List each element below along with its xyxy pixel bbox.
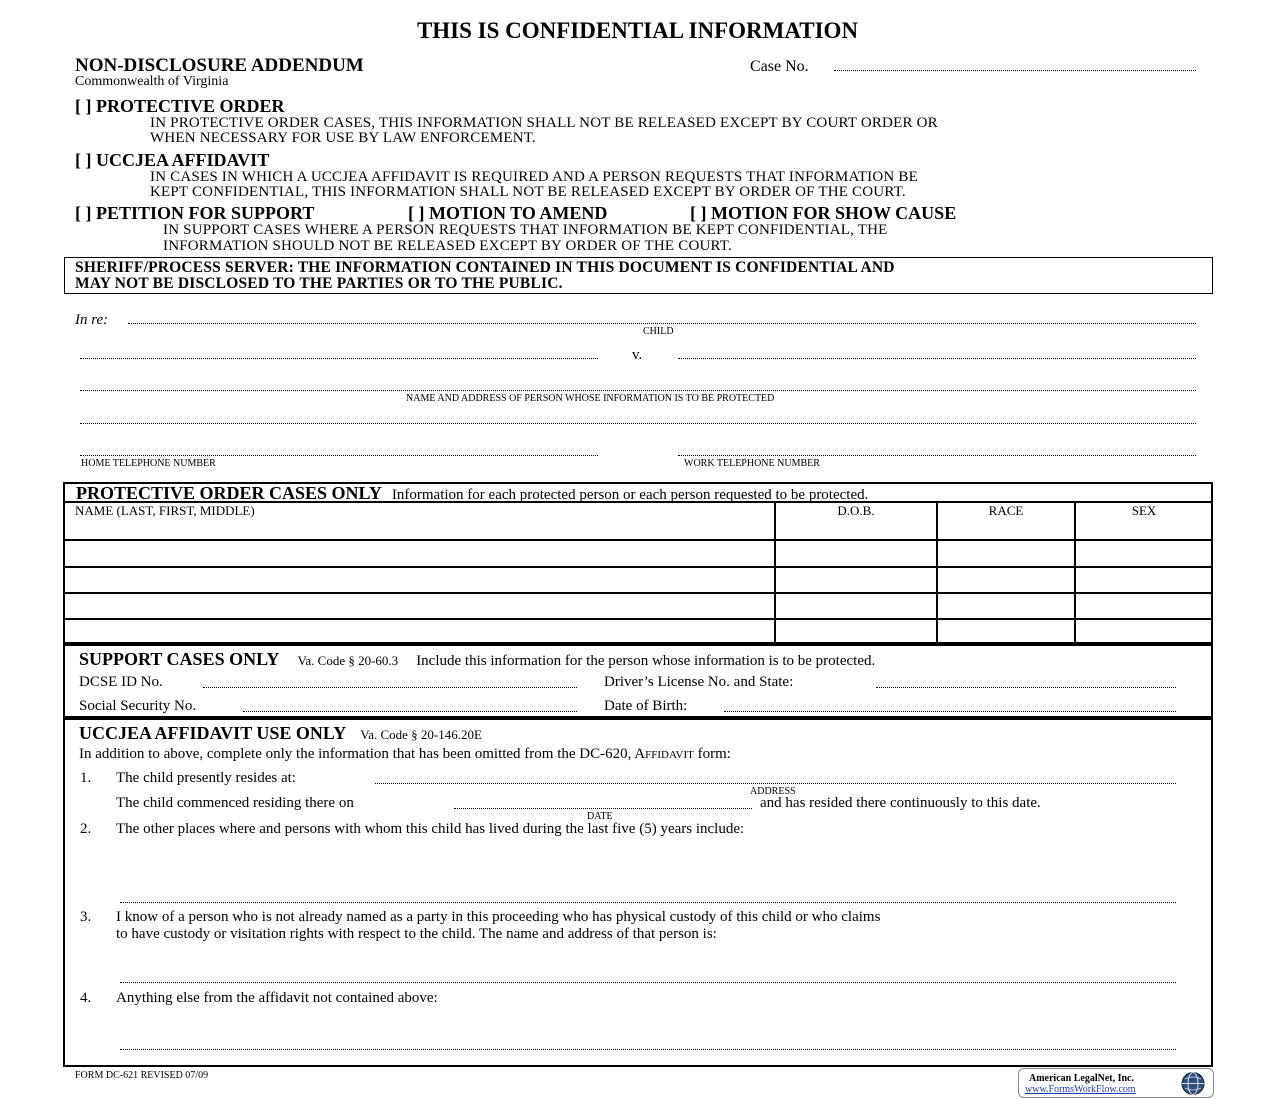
table-cell[interactable] <box>69 571 770 589</box>
table-cell[interactable] <box>1080 544 1208 562</box>
uccjea-notice-2: KEPT CONFIDENTIAL, THIS INFORMATION SHALL NOT BE RELEASED EXCEPT BY ORDER OF THE COURT. <box>150 184 906 200</box>
protective-order-notice-1: IN PROTECTIVE ORDER CASES, THIS INFORMATION SHALL NOT BE RELEASED EXCEPT BY COURT ORDER OR <box>150 115 938 131</box>
vendor-badge[interactable] <box>1018 1068 1214 1098</box>
table-cell[interactable] <box>780 544 932 562</box>
motion-amend-label: MOTION TO AMEND <box>429 203 608 223</box>
motion-show-cause-checkbox[interactable]: [ ] <box>690 203 707 223</box>
work-phone-field[interactable] <box>678 455 1196 456</box>
support-section-note: Include this information for the person whose information is to be protected. <box>416 653 876 669</box>
party-two-field[interactable] <box>678 358 1196 359</box>
other-info-field[interactable] <box>120 1049 1176 1050</box>
motion-show-cause-label: MOTION FOR SHOW CAUSE <box>711 203 957 223</box>
uccjea-section-heading <box>79 723 482 744</box>
item1b-tail: and has resided there continuously to this date. <box>760 795 1041 811</box>
jurisdiction: Commonwealth of Virginia <box>75 74 229 89</box>
protective-order-option[interactable] <box>75 96 285 117</box>
item4-number: 4. <box>80 990 92 1006</box>
dcse-field[interactable] <box>203 687 577 688</box>
ssn-label: Social Security No. <box>79 698 197 714</box>
license-field[interactable] <box>876 687 1176 688</box>
column-header-name: NAME (LAST, FIRST, MIDDLE) <box>75 503 255 518</box>
uccjea-intro <box>79 746 731 763</box>
protective-order-checkbox[interactable]: [ ] <box>75 96 92 116</box>
uccjea-notice-1: IN CASES IN WHICH A UCCJEA AFFIDAVIT IS REQUIRED AND A PERSON REQUESTS THAT INFORMATION BE <box>150 169 918 185</box>
party-one-field[interactable] <box>80 358 598 359</box>
uccjea-intro-post: form: <box>693 746 731 762</box>
sheriff-notice-2: MAY NOT BE DISCLOSED TO THE PARTIES OR TO THE PUBLIC. <box>75 275 563 292</box>
vendor-url[interactable]: www.FormsWorkFlow.com <box>1025 1084 1136 1095</box>
addendum-title: NON-DISCLOSURE ADDENDUM <box>75 55 364 76</box>
page-title: THIS IS CONFIDENTIAL INFORMATION <box>416 18 859 43</box>
table-cell[interactable] <box>780 597 932 615</box>
item2-number: 2. <box>80 821 92 837</box>
motion-show-cause-option[interactable] <box>690 203 956 224</box>
table-cell[interactable] <box>942 571 1070 589</box>
item4-text: Anything else from the affidavit not contained above: <box>116 990 438 1006</box>
sheriff-notice-1: SHERIFF/PROCESS SERVER: THE INFORMATION CONTAINED IN THIS DOCUMENT IS CONFIDENTIAL AND <box>75 259 895 276</box>
table-cell[interactable] <box>942 623 1070 641</box>
in-re-label: In re: <box>75 312 109 328</box>
column-header-dob: D.O.B. <box>837 503 875 518</box>
table-cell[interactable] <box>1080 571 1208 589</box>
dob-label: Date of Birth: <box>604 698 688 714</box>
item1-number: 1. <box>80 770 92 786</box>
item2-text: The other places where and persons with whom this child has lived during the last five (5) years include: <box>116 821 745 837</box>
protective-section-title: PROTECTIVE ORDER CASES ONLY <box>76 483 382 503</box>
ssn-field[interactable] <box>243 711 577 712</box>
protected-name-field[interactable] <box>80 390 1196 391</box>
support-section-title: SUPPORT CASES ONLY <box>79 649 280 669</box>
item1b-text: The child commenced residing there on <box>116 795 354 811</box>
item3-text-1: I know of a person who is not already named as a party in this proceeding who has physical custody of this child or who claims <box>116 909 881 925</box>
uccjea-checkbox[interactable]: [ ] <box>75 150 92 170</box>
other-custodian-field[interactable] <box>120 982 1176 983</box>
item1-text: The child presently resides at: <box>116 770 296 786</box>
globe-icon <box>1177 1071 1209 1096</box>
support-notice-2: INFORMATION SHOULD NOT BE RELEASED EXCEPT BY ORDER OF THE COURT. <box>163 238 733 254</box>
uccjea-section-title: UCCJEA AFFIDAVIT USE ONLY <box>79 723 347 743</box>
motion-amend-checkbox[interactable]: [ ] <box>408 203 425 223</box>
child-caption: CHILD <box>643 326 674 337</box>
vendor-name: American LegalNet, Inc. <box>1029 1073 1134 1084</box>
column-header-race: RACE <box>988 503 1024 518</box>
case-no-label: Case No. <box>750 58 809 75</box>
protective-order-notice-2: WHEN NECESSARY FOR USE BY LAW ENFORCEMENT. <box>150 130 536 146</box>
home-phone-field[interactable] <box>80 455 598 456</box>
uccjea-intro-small: FFIDAVIT <box>645 749 694 761</box>
table-cell[interactable] <box>780 571 932 589</box>
uccjea-intro-pre: In addition to above, complete only the information that has been omitted from the DC-620, A <box>79 746 646 762</box>
table-cell[interactable] <box>942 544 1070 562</box>
uccjea-label: UCCJEA AFFIDAVIT <box>96 150 270 170</box>
petition-support-label: PETITION FOR SUPPORT <box>96 203 315 223</box>
table-cell[interactable] <box>69 597 770 615</box>
date-caption: DATE <box>587 811 613 822</box>
petition-support-checkbox[interactable]: [ ] <box>75 203 92 223</box>
in-re-field[interactable] <box>128 323 1196 324</box>
table-cell[interactable] <box>942 597 1070 615</box>
item3-number: 3. <box>80 909 92 925</box>
table-cell[interactable] <box>1080 623 1208 641</box>
support-section-code: Va. Code § 20-60.3 <box>297 653 399 668</box>
table-cell[interactable] <box>1080 597 1208 615</box>
uccjea-section-code: Va. Code § 20-146.20E <box>360 727 482 742</box>
uccjea-option[interactable] <box>75 150 269 171</box>
support-notice-1: IN SUPPORT CASES WHERE A PERSON REQUESTS THAT INFORMATION BE KEPT CONFIDENTIAL, THE <box>163 222 888 238</box>
table-cell[interactable] <box>780 623 932 641</box>
work-phone-caption: WORK TELEPHONE NUMBER <box>684 458 820 469</box>
protective-order-label: PROTECTIVE ORDER <box>96 96 285 116</box>
support-section-heading <box>79 649 875 670</box>
table-cell[interactable] <box>69 623 770 641</box>
dcse-label: DCSE ID No. <box>79 674 163 690</box>
motion-amend-option[interactable] <box>408 203 607 224</box>
other-places-field[interactable] <box>120 902 1176 903</box>
table-cell[interactable] <box>69 544 770 562</box>
license-label: Driver’s License No. and State: <box>604 674 794 690</box>
child-address-field[interactable] <box>375 783 1176 784</box>
column-header-sex: SEX <box>1131 503 1157 518</box>
protective-section-note: Information for each protected person or each person requested to be protected. <box>391 487 869 503</box>
item3-text-2: to have custody or visitation rights with respect to the child. The name and address of that person is: <box>116 926 717 942</box>
address-caption: ADDRESS <box>750 786 796 797</box>
versus: v. <box>632 347 643 363</box>
dob-field[interactable] <box>724 711 1176 712</box>
protected-address-field[interactable] <box>80 423 1196 424</box>
form-id: FORM DC-621 REVISED 07/09 <box>75 1070 209 1081</box>
case-no-field[interactable] <box>834 70 1196 71</box>
home-phone-caption: HOME TELEPHONE NUMBER <box>81 458 216 469</box>
petition-support-option[interactable] <box>75 203 314 224</box>
name-address-caption: NAME AND ADDRESS OF PERSON WHOSE INFORMATION IS TO BE PROTECTED <box>406 393 775 404</box>
commenced-date-field[interactable] <box>454 808 752 809</box>
